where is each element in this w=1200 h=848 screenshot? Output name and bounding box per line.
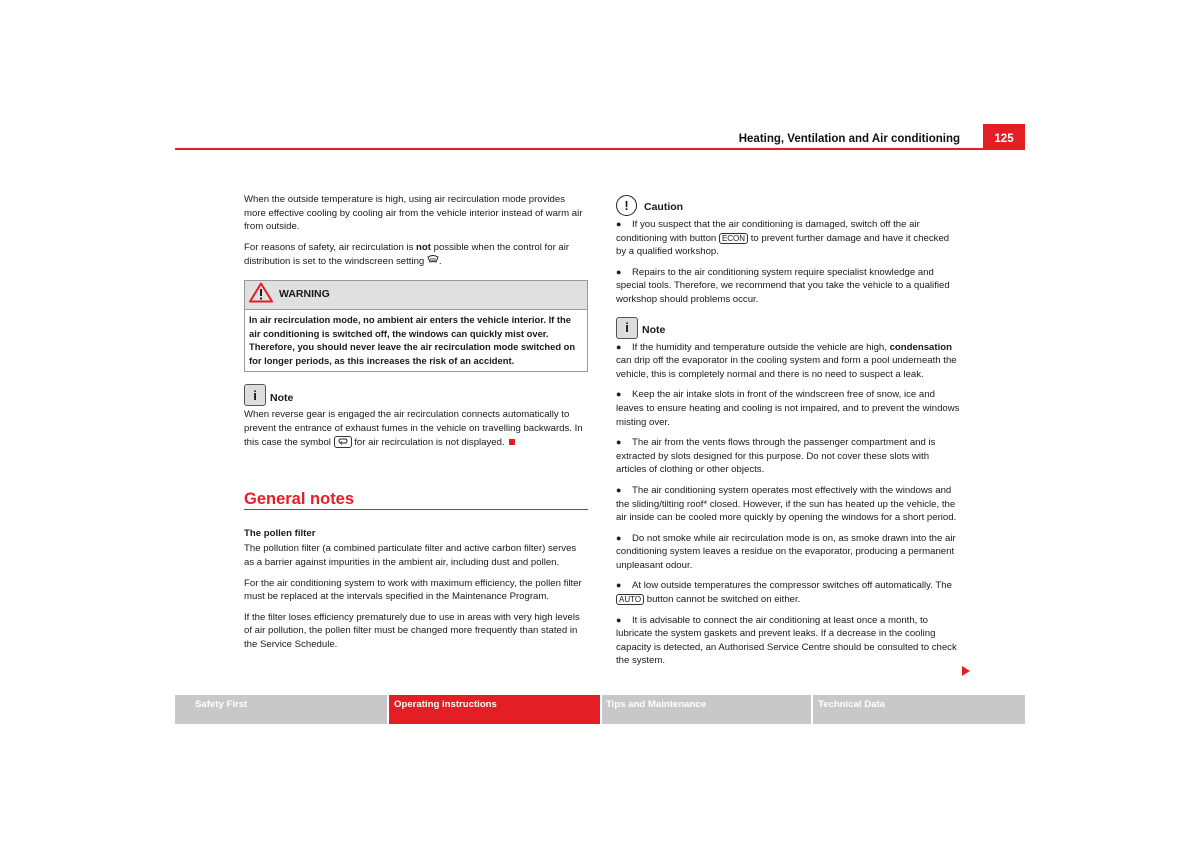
note-text	[244, 408, 588, 449]
footer-tab-technical-data[interactable]: Technical Data	[813, 695, 1025, 724]
footer-tab-safety-first[interactable]: Safety First	[175, 695, 387, 724]
info-icon: i	[244, 384, 266, 406]
page-number: 125	[983, 124, 1025, 150]
bullet-icon: ●	[616, 389, 622, 400]
caution-icon: !	[616, 195, 637, 216]
text: For reasons of safety, air recirculation is	[244, 241, 417, 253]
paragraph: If the filter loses efficiency prematurely due to use in areas with very high levels of air pollution, the pollen filter must be changed more frequently than stated in the Service Schedule.	[244, 611, 580, 650]
text: for air recirculation is not displayed.	[351, 436, 505, 448]
text: When reverse gear is engaged the air recirculation connects automatically to prevent the entrance of exhaust fumes in the vehicle on travelling backwards. In this case the symbol	[244, 409, 583, 448]
caution-title: Caution	[644, 201, 684, 214]
text: can drip off the evaporator in the cooling system and form a pool underneath the vehicle, this is completely normal and there is no need to suspect a leak.	[616, 355, 957, 380]
right-column	[616, 195, 960, 675]
bullet-icon: ●	[616, 341, 622, 352]
text: button cannot be switched on either.	[644, 594, 801, 606]
econ-button-icon: ECON	[719, 233, 748, 244]
bullet-icon: ●	[616, 580, 622, 591]
warning-triangle-icon	[249, 282, 273, 308]
warning-text: In air recirculation mode, no ambient air enters the vehicle interior. If the air conditioning is switched off, the windows can quickly mist over. Therefore, you should never leave the air recirculation mode switched on for longer periods, as this increases the risk of an accident.	[249, 313, 576, 366]
text: possible when the control for air distribution is set to the windscreen setting	[244, 241, 570, 268]
list-item	[616, 484, 960, 525]
section-title: General notes	[244, 493, 588, 510]
note-title: Note	[270, 391, 294, 404]
warning-header	[245, 281, 587, 310]
list-item	[616, 341, 960, 382]
text: The air from the vents flows through the passenger compartment and is extracted by slots designed for this purpose. Do not cover these slots with articles of clothing or other objects.	[616, 437, 936, 476]
list-item	[616, 218, 960, 259]
bullet-icon: ●	[616, 532, 622, 543]
text: If you suspect that the air conditioning is damaged, switch off the air conditioning with button	[616, 219, 920, 244]
caution-header	[616, 195, 960, 216]
list-item	[616, 579, 960, 606]
warning-box	[244, 280, 588, 372]
list-item	[616, 266, 960, 307]
text: If the humidity and temperature outside the vehicle are high,	[632, 341, 890, 353]
bold-text: condensation	[889, 341, 952, 353]
list-item	[616, 614, 960, 668]
footer-tab-tips-and-maintenance[interactable]: Tips and Maintenance	[602, 695, 811, 724]
header-rule	[175, 148, 1025, 150]
subheading: The pollen filter	[244, 527, 316, 539]
bullet-icon: ●	[616, 484, 622, 495]
paragraph: For the air conditioning system to work with maximum efficiency, the pollen filter must be replaced at the intervals specified in the Maintenance Program.	[244, 577, 582, 603]
page-header-title: Heating, Ventilation and Air conditioning	[738, 133, 960, 145]
left-column	[244, 193, 588, 658]
bullet-icon: ●	[616, 266, 622, 277]
note-header	[616, 317, 960, 339]
paragraph	[244, 241, 588, 269]
text: to prevent further damage and have it checked by a qualified workshop.	[616, 232, 950, 258]
list-item	[616, 436, 960, 477]
info-icon: i	[616, 317, 638, 339]
recirculation-icon	[334, 436, 352, 448]
text: The air conditioning system operates most effectively with the windows and the sliding/tilting roof* closed. However, if the sun has heated up the vehicle, the air inside can be cooled more quickly by opening the windows for a short period.	[616, 484, 957, 524]
warning-title: WARNING	[279, 288, 330, 301]
bold-text: not	[416, 241, 431, 253]
continue-arrow-icon	[962, 666, 970, 676]
text: It is advisable to connect the air conditioning at least once a month, to lubricate the system gaskets and prevent leaks. If a decrease in the cooling capacity is detected, an Authorised Service Centre should be consulted to check the system.	[616, 614, 957, 667]
text: .	[438, 256, 442, 268]
text: Keep the air intake slots in front of the windscreen free of snow, ice and leaves to ensure heating and cooling is not impaired, and to prevent the windows misting over.	[616, 389, 960, 428]
list-item	[616, 532, 960, 573]
note-title: Note	[642, 323, 666, 336]
paragraph: The pollution filter (a combined particulate filter and active carbon filter) serves as a barrier against impurities in the ambient air, including dust and pollen.	[244, 543, 577, 568]
text: At low outside temperatures the compressor switches off automatically. The	[632, 580, 952, 592]
note-header	[244, 384, 588, 406]
text: Do not smoke while air recirculation mode is on, as smoke drawn into the air conditioning system leaves a residue on the evaporator, producing a permanent unpleasant odour.	[616, 532, 956, 571]
windscreen-icon	[427, 256, 439, 267]
footer-tab-operating-instructions[interactable]: Operating instructions	[389, 695, 600, 724]
bullet-icon: ●	[616, 614, 622, 625]
bullet-icon: ●	[616, 219, 622, 229]
text: Repairs to the air conditioning system require specialist knowledge and special tools. Therefore, we recommend that you take the vehicle to a qualified workshop should problems occur.	[616, 266, 950, 305]
bullet-icon: ●	[616, 437, 622, 448]
list-item	[616, 388, 960, 429]
section-end-marker	[509, 439, 515, 445]
paragraph: When the outside temperature is high, using air recirculation mode provides more effective cooling by cooling air from the vehicle interior instead of warm air from outside.	[244, 194, 583, 233]
auto-button-icon: AUTO	[616, 594, 644, 605]
